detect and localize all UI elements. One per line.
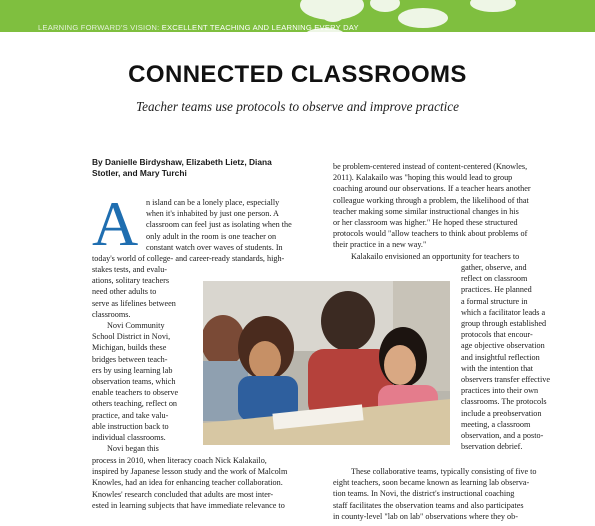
- body-text-line: ested in learning subjects that have immediate relevance to: [92, 500, 285, 510]
- body-text-line: ers by using learning lab: [92, 365, 173, 375]
- body-text-line: serve as lifelines between: [92, 298, 176, 308]
- body-text-line: age objective observation: [461, 341, 545, 351]
- body-text-line: 2011). Kalakailo was "hoping this would lead to group: [333, 173, 513, 183]
- body-text-line: protocols would "allow teachers to think about problems of: [333, 229, 528, 239]
- body-text-line: eight teachers, soon became known as learning lab observa-: [333, 478, 530, 488]
- body-text-line: classroom can feel just as isolating when the: [146, 220, 292, 230]
- body-text-line: School District in Novi,: [92, 332, 171, 342]
- body-text-line: protocols that encour-: [461, 330, 533, 340]
- decorative-bubble: [370, 0, 400, 12]
- body-text-line: a formal structure in: [461, 296, 528, 306]
- body-text-line: enable teachers to observe: [92, 388, 179, 398]
- body-text-line: include a preobservation: [461, 408, 542, 418]
- body-text-line: reflect on classroom: [461, 274, 528, 284]
- article-subtitle: Teacher teams use protocols to observe and improve practice: [135, 99, 460, 114]
- banner-label: [38, 23, 359, 32]
- body-text-line: constant watch over waves of students. In: [146, 242, 283, 252]
- decorative-bubble: [470, 0, 516, 12]
- byline: [92, 157, 322, 179]
- body-text-line: Michigan, builds these: [92, 343, 167, 353]
- byline-line: By Danielle Birdyshaw, Elizabeth Lietz, Diana: [92, 157, 272, 167]
- body-text-line: or her classroom was higher." He hoped these structured: [333, 218, 518, 227]
- body-text-line: need other adults to: [92, 287, 157, 297]
- body-text-line: today's world of college- and career-ready standards, high-: [92, 254, 285, 263]
- body-text-line: colleague working through a problem, the likelihood of that: [333, 195, 529, 205]
- body-text-line: These collaborative teams, typically consisting of five to: [351, 467, 537, 476]
- body-text-line: n island can be a lonely place, especially: [146, 198, 280, 207]
- body-text-line: observation teams, which: [92, 377, 176, 386]
- body-text-line: able instruction back to: [92, 421, 169, 431]
- body-text-line: bservation debrief.: [461, 442, 523, 452]
- body-text-line: only adult in the room is one teacher on: [146, 231, 277, 241]
- body-text-line: when it's inhabited by just one person. A: [146, 209, 279, 219]
- body-text-line: ations, solitary teachers: [92, 276, 170, 286]
- decorative-bubble: [398, 8, 448, 28]
- body-text-line: Novi began this: [107, 444, 159, 454]
- body-text-line: tion teams. In Novi, the district's instructional coaching: [333, 489, 515, 499]
- body-text-line: process in 2010, when literacy coach Nick Kalakailo,: [92, 456, 267, 465]
- banner-tagline: EXCELLENT TEACHING AND LEARNING EVERY DAY: [161, 23, 359, 32]
- body-text-line: gather, observe, and: [461, 263, 527, 272]
- body-text-line: observation, and a posto-: [461, 431, 544, 440]
- body-text-line: individual classrooms.: [92, 433, 166, 442]
- body-text-line: coaching around our observations. If a teacher hears another: [333, 184, 531, 194]
- body-text-line: with the intention that: [461, 363, 534, 373]
- body-text-line: their practice in a new way.": [333, 240, 427, 250]
- body-text-line: teacher making some similar instructional changes in his: [333, 206, 519, 216]
- header-banner: [0, 0, 595, 32]
- body-text-line: which a facilitator leads a: [461, 307, 546, 317]
- body-text-line: practices into their own: [461, 386, 539, 396]
- article-title: CONNECTED CLASSROOMS: [128, 61, 467, 88]
- body-text-line: be problem-centered instead of content-centered (Knowles,: [333, 162, 528, 171]
- body-text-line: staff facilitates the observation teams and also participates: [333, 500, 524, 510]
- body-text-line: Novi Community: [107, 321, 165, 330]
- banner-series: LEARNING FORWARD'S VISION:: [38, 23, 160, 32]
- decorative-bubble: [322, 8, 344, 22]
- body-text-line: in county-level "lab on lab" observations where they ob-: [333, 511, 518, 521]
- body-text-line: group through established: [461, 319, 547, 328]
- body-text-line: others teaching, reflect on: [92, 399, 178, 409]
- body-text-line: Kalakailo envisioned an opportunity for teachers to: [351, 251, 520, 261]
- body-text-line: practice, and take valu-: [92, 410, 169, 420]
- body-text-line: observers transfer effective: [461, 375, 550, 384]
- body-text-line: Knowles' research concluded that adults are most inter-: [92, 489, 274, 499]
- body-text-line: classrooms.: [92, 309, 131, 319]
- body-text-line: stakes tests, and evalu-: [92, 265, 168, 274]
- body-text-line: bridges between teach-: [92, 354, 168, 364]
- body-text-line: practices. He planned: [461, 285, 532, 295]
- body-text-line: and insightful reflection: [461, 352, 540, 362]
- byline-line: Stotler, and Mary Turchi: [92, 168, 187, 178]
- body-text-line: inspired by Japanese lesson study and the work of Malcolm: [92, 467, 288, 477]
- body-text-line: Knowles, had an idea for enhancing teacher collaboration.: [92, 478, 283, 488]
- body-text-line: meeting, a classroom: [461, 419, 531, 429]
- body-text-line: classrooms. The protocols: [461, 397, 547, 407]
- drop-cap: A: [92, 188, 139, 259]
- classroom-photo: [203, 281, 450, 445]
